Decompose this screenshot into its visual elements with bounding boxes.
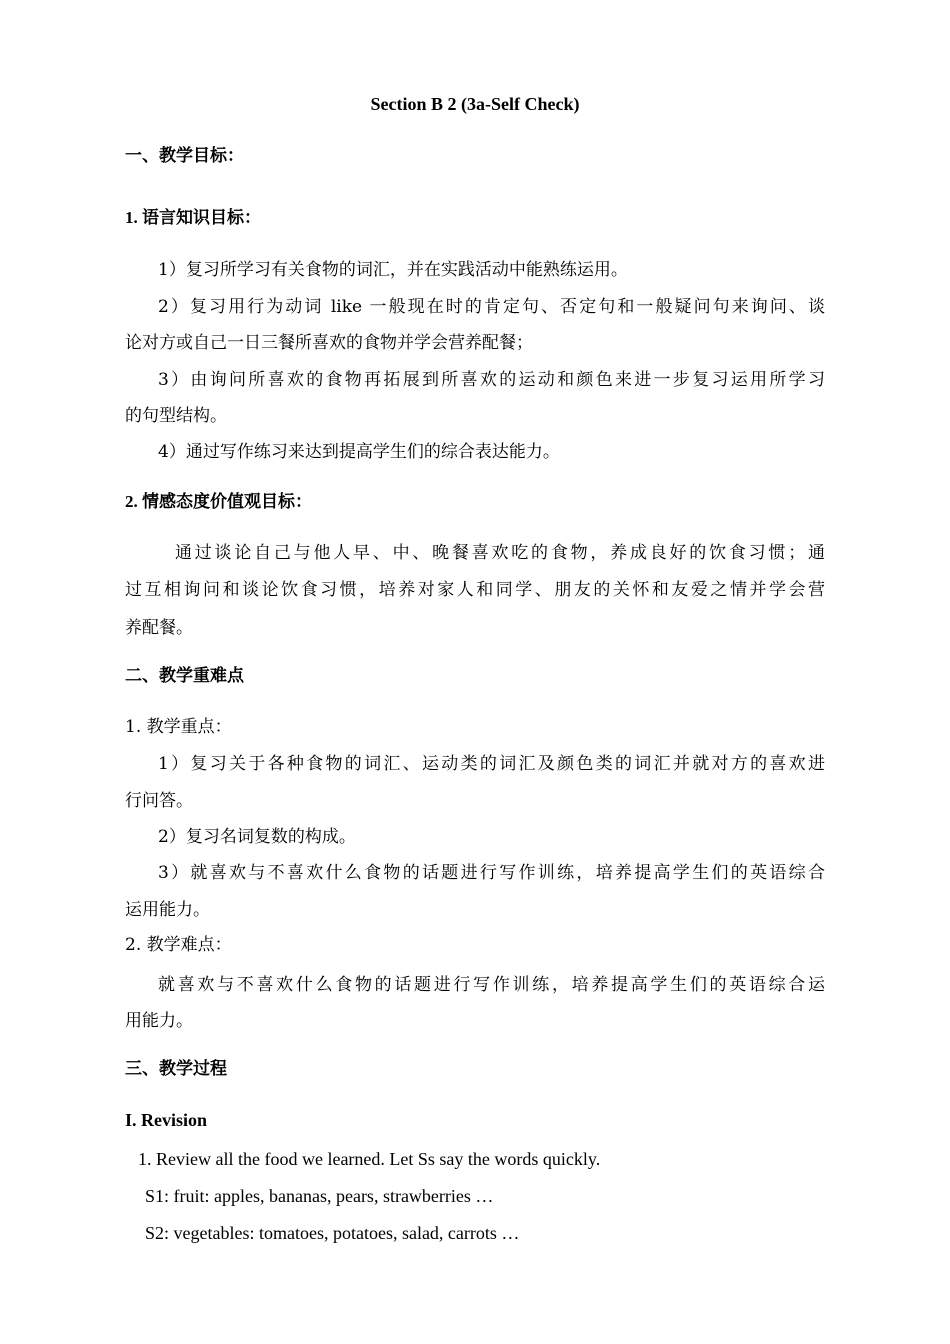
heading-revision: I. Revision [125, 1110, 208, 1130]
key-item-1-cont: 行问答。 [125, 791, 193, 811]
heading-teaching-goals: 一、教学目标： [125, 146, 244, 165]
revision-step-1: 1. Review all the food we learned. Let Ss say the words quickly. [138, 1149, 601, 1169]
key-item-1: 1）复习关于各种食物的词汇、运动类的词汇及颜色类的词汇并就对方的喜欢进 [158, 754, 825, 774]
heading-teaching-process: 三、教学过程 [125, 1059, 227, 1078]
goal-item-3: 3）由询问所喜欢的食物再拓展到所喜欢的运动和颜色来进一步复习运用所学习 [158, 370, 825, 390]
heading-emotion-goals: 2. 情感态度价值观目标： [125, 492, 312, 511]
emotion-para-line3: 养配餐。 [125, 618, 193, 638]
goal-item-3-cont: 的句型结构。 [125, 406, 227, 426]
goal-item-2-cont: 论对方或自己一日三餐所喜欢的食物并学会营养配餐； [125, 333, 533, 353]
emotion-para-line2: 过互相询问和谈论饮食习惯，培养对家人和同学、朋友的关怀和友爱之情并学会营 [125, 580, 825, 600]
difficult-para: 就喜欢与不喜欢什么食物的话题进行写作训练，培养提高学生们的英语综合运 [158, 975, 825, 995]
difficult-para-cont: 用能力。 [125, 1011, 193, 1031]
heading-key-points: 二、教学重难点 [125, 666, 244, 685]
emotion-para-line1: 通过谈论自己与他人早、中、晚餐喜欢吃的食物，养成良好的饮食习惯；通 [175, 543, 825, 563]
key-item-2: 2）复习名词复数的构成。 [158, 827, 356, 847]
key-item-3: 3）就喜欢与不喜欢什么食物的话题进行写作训练，培养提高学生们的英语综合 [158, 863, 825, 883]
heading-language-goals: 1. 语言知识目标： [125, 208, 261, 227]
subheading-difficult: 2. 教学难点： [125, 935, 232, 955]
student-2-answer: S2: vegetables: tomatoes, potatoes, salad, carrots … [145, 1223, 520, 1243]
goal-item-4: 4）通过写作练习来达到提高学生们的综合表达能力。 [158, 442, 560, 462]
student-1-answer: S1: fruit: apples, bananas, pears, strawberries … [145, 1186, 494, 1206]
goal-item-1: 1）复习所学习有关食物的词汇，并在实践活动中能熟练运用。 [158, 260, 628, 280]
key-item-3-cont: 运用能力。 [125, 900, 210, 920]
document-title: Section B 2 (3a-Self Check) [370, 94, 580, 114]
goal-item-2: 2）复习用行为动词 like 一般现在时的肯定句、否定句和一般疑问句来询问、谈 [158, 297, 825, 317]
subheading-key: 1. 教学重点： [125, 717, 232, 737]
